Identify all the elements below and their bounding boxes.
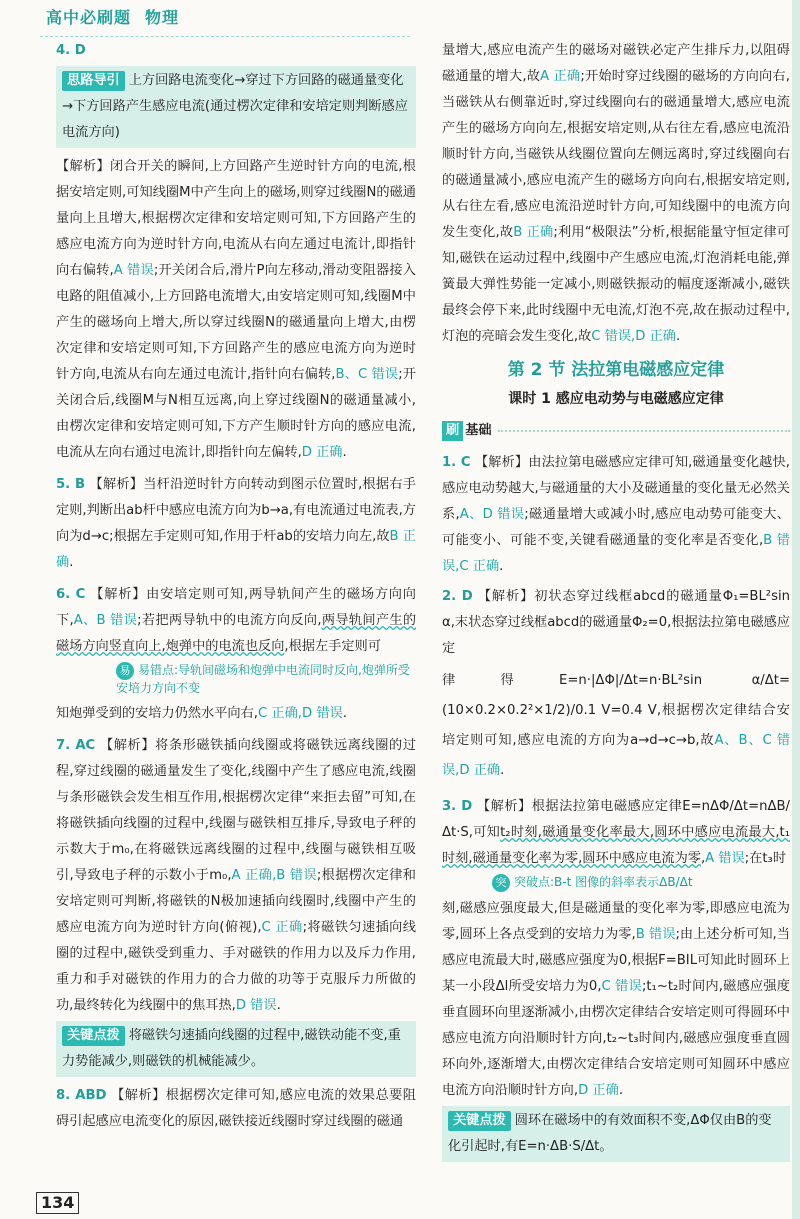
dotted-rule <box>498 430 790 432</box>
q4-text-2: ;开关闭合后,滑片P向左移动,滑动变阻器接入电路的阻值减小,上方回路电流增大,由安培定则可知,线圈M中产生的磁场向上增大,所以穿过线圈N的磁通量向上增大,由楞次定律和安培定则可知,下方回路产生的感应电流方向为逆时针方向,电流从右向左通过电流计,指针向右偏转, <box>56 263 416 382</box>
r2-formula-line: 律得E=n·|ΔΦ|/Δt=n·BL²sin α/Δt=(10×0.2×0.2²×1/2)/0.1 V=0.4 V,根据楞次定律结合安培定则可知,感应电流的方向为a→d→c→b,故A、B、C 错误,D 正确. <box>442 673 791 778</box>
right-column <box>442 38 790 1168</box>
r3-number: 3. D <box>442 799 473 814</box>
basics-label: 基础 <box>465 423 492 438</box>
q4-number: 4. D <box>56 43 86 58</box>
q6-tip-label: 易错点: <box>138 663 179 677</box>
r3-explanation <box>442 794 790 872</box>
q8-explanation-cont: 量增大,感应电流产生的磁场对磁铁必定产生排斥力,以阻碍磁通量的增大,故A 正确;开始时穿过线圈的磁场的方向向右,当磁铁从右侧靠近时,穿过线圈向右的磁通量增大,感应电流产生的磁场方向向左,根据安培定则,从右往左看,感应电流沿顺时针方向,当磁铁从线圈位置向左侧远离时,穿过线圈向右的磁通量减小,感应电流产生的磁场方向向右,根据安培定则,从右往左看,感应电流沿逆时针方向,可知线圈中的电流方向发生变化,故B 正确;利用“极限法”分析,根据能量守恒定律可知,磁铁在运动过程中,线圈中产生感应电流,灯泡消耗电能,弹簧最大弹性势能一定减小,则磁铁振动的幅度逐渐减小,磁铁最终会停下来,此时线圈中无电流,灯泡不亮,故在振动过程中,灯泡的亮暗会发生变化,故C 错误,D 正确. <box>442 43 790 344</box>
q7-result-2: C 正确 <box>261 920 303 935</box>
r3-result-2: B 错误 <box>635 927 676 942</box>
r3-key-box <box>442 1106 790 1162</box>
breakthrough-icon: 突 <box>492 874 510 892</box>
key-tag: 关键点拨 <box>62 1026 125 1046</box>
r1-result-1: A、D 错误 <box>459 507 525 522</box>
q7-result-3: D 错误 <box>235 998 277 1013</box>
r1-number: 1. C <box>442 455 471 470</box>
q6-text-4: 知炮弹受到的安培力仍然水平向右, <box>56 706 259 721</box>
q6-result-1: A、B 错误 <box>73 613 138 628</box>
r2-explanation <box>442 584 790 662</box>
q5-number: 5. B <box>56 477 86 492</box>
q6-explanation-cont: 知炮弹受到的安培力仍然水平向右,C 正确,D 错误. <box>56 706 347 721</box>
q8-text-2: 量增大,感应电流产生的磁场对磁铁必定产生排斥力,以阻碍磁通量的增大,故 <box>442 43 790 84</box>
q6-text-1: 【解析】由安培定则可知,两导轨间产生的磁场方向向下, <box>56 587 416 628</box>
q7-number: 7. AC <box>56 738 96 753</box>
r3-tip-label: 突破点: <box>514 875 555 889</box>
q7-explanation: 7. AC 【解析】将条形磁铁插向线圈或将磁铁远离线圈的过程,穿过线圈的磁通量发生了变化,线圈中产生了感应电流,线圈与条形磁铁会发生相互作用,根据楞次定律“来拒去留”可知,在将磁铁插向线圈的过程中,线圈与磁铁相互排斥,导致电子秤的示数大于m₀,在将磁铁远离线圈的过程中,线圈与磁铁相互吸引,导致电子秤的示数小于m₀,A 正确,B 错误;根据楞次定律和安培定则可判断,将磁铁的N极加速插向线圈时,线圈中产生的感应电流方向为逆时针方向(俯视),C 正确;将磁铁匀速插向线圈的过程中,磁铁受到重力、手对磁铁的作用力以及斥力作用,重力和手对磁铁的作用力的合力做的功等于克服斥力所做的功,最终转化为线圈中的焦耳热,D 错误. <box>56 738 417 1013</box>
q4-guide-box <box>56 66 416 148</box>
r2-result: A、B、C 错误,D 正确 <box>442 733 791 778</box>
left-column <box>56 38 416 1135</box>
r3-tip-text: B-t 图像的斜率表示ΔB/Δt <box>554 875 693 889</box>
section-title: 第 2 节 法拉第电磁感应定律 <box>507 360 725 380</box>
q7-key-box <box>56 1021 416 1077</box>
q8-text: 【解析】根据楞次定律可知,感应电流的效果总要阻碍引起感应电流变化的原因,磁铁接近线圈时穿过线圈的磁通 <box>56 1088 416 1129</box>
r3-tip <box>442 874 790 892</box>
lesson-title: 课时 1 感应电动势与电磁感应定律 <box>508 391 724 407</box>
r3-highlight: t₂时刻,磁通量变化率最大,圆环中感应电流最大,t₁时刻,磁通量变化率为零,圆环中感应电流为零 <box>442 825 790 866</box>
q8-explanation <box>56 1083 416 1135</box>
q5-result: B 正确 <box>56 529 416 570</box>
q4-result-1: A 错误 <box>113 263 154 278</box>
subject: 物理 <box>145 8 180 27</box>
q4-result-3: D 正确 <box>301 445 343 460</box>
key-tag-2: 关键点拨 <box>448 1111 511 1131</box>
header-rule <box>40 36 410 37</box>
r3-result-3: C 错误 <box>601 979 642 994</box>
r3-result-4: D 正确 <box>578 1083 619 1098</box>
r2-text-2: ,根据楞次定律结合安培定则可知,感应电流的方向为a→d→c→b,故 <box>442 703 790 748</box>
q8-result-2: B 正确 <box>513 225 554 240</box>
r3-result-1: A 错误 <box>705 851 745 866</box>
running-header <box>46 4 179 32</box>
q7-result-1: A 正确,B 错误 <box>231 868 317 883</box>
r1-text-2: ;磁通量增大或减小时,感应电动势可能变大、可能变小、可能不变,关键看磁通量的变化率是否变化, <box>442 507 790 548</box>
warning-icon: 易 <box>116 662 134 680</box>
q7-key-text: 将磁铁匀速插向线圈的过程中,磁铁动能不变,重力势能减少,则磁铁的机械能减少。 <box>62 1028 401 1069</box>
r3-text-1: 【解析】根据法拉第电磁感应定律E=nΔΦ/Δt=nΔB/Δt·S,可知 <box>442 799 790 840</box>
r2-formula: 律得E=n·|ΔΦ|/Δt=n·BL²sin α/Δt=(10×0.2×0.2²×1/2)/0.1 V=0.4 V <box>442 673 790 718</box>
q4-text-1: 【解析】闭合开关的瞬间,上方回路产生逆时针方向的电流,根据安培定则,可知线圈M中产生向上的磁场,则穿过线圈N的磁通量向上且增大,根据楞次定律和安培定则可知,下方回路产生的感应电流方向为逆时针方向,电流从右向左通过电流计,即指针向右偏转, <box>56 159 416 278</box>
q6-result-2: C 正确,D 错误 <box>258 706 343 721</box>
r3-text-3: ;在t₃时 <box>744 851 787 866</box>
q8-result-1: A 正确 <box>540 69 581 84</box>
q5-text: 【解析】当杆沿逆时针方向转动到图示位置时,根据右手定则,判断出ab杆中感应电流方向为b→a,有电流通过电流表,方向为d→c;根据左手定则可知,作用于杆ab的安培力向左,故 <box>56 477 416 544</box>
r1-explanation: 1. C 【解析】由法拉第电磁感应定律可知,磁通量变化越快,感应电动势越大,与磁通量的大小及磁通量的变化量无必然关系,A、D 错误;磁通量增大或减小时,感应电动势可能变大、可能变小、可能不变,关键看磁通量的变化率是否变化,B 错误,C 正确. <box>442 455 790 574</box>
q6-text-2: ;若把两导轨中的电流方向反向, <box>137 613 322 628</box>
guide-tag: 思路导引 <box>62 71 125 91</box>
q5-explanation: 5. B 【解析】当杆沿逆时针方向转动到图示位置时,根据右手定则,判断出ab杆中感应电流方向为b→a,有电流通过电流表,方向为d→c;根据左手定则可知,作用于杆ab的安培力向左,故B 正确. <box>56 477 416 570</box>
q7-text-2: ;根据楞次定律和安培定则可判断,将磁铁的N极加速插向线圈时,线圈中产生的感应电流方向为逆时针方向(俯视), <box>56 868 416 935</box>
q6-highlight: 两导轨间产生的磁场方向竖直向上,炮弹中的电流也反向 <box>56 613 417 654</box>
r2-text-1: 【解析】初状态穿过线框abcd的磁通量Φ₁=BL²sin α,末状态穿过线框abcd的磁通量Φ₂=0,根据法拉第电磁感应定 <box>442 589 791 656</box>
r3-text-5: ;由上述分析可知,当感应电流最大时,磁感应强度为0,根据F=BIL可知此时圆环上某一小段Δl所受安培力为0, <box>442 927 790 994</box>
r3-key-text: 圆环在磁场中的有效面积不变,ΔΦ仅由B的变化引起时,有E=n·ΔB·S/Δt。 <box>448 1113 772 1154</box>
basics-banner <box>442 418 790 444</box>
r2-number: 2. D <box>442 589 473 604</box>
q6-text-3: ,根据左手定则可 <box>284 639 381 654</box>
page-number: 134 <box>36 1192 79 1214</box>
q4-result-2: B、C 错误 <box>335 367 399 382</box>
q7-text-1: 【解析】将条形磁铁插向线圈或将磁铁远离线圈的过程,穿过线圈的磁通量发生了变化,线圈中产生了感应电流,线圈与条形磁铁会发生相互作用,根据楞次定律“来拒去留”可知,在将磁铁插向线圈的过程中,线圈与磁铁相互排斥,导致电子秤的示数大于m₀,在将磁铁远离线圈的过程中,线圈与磁铁相互吸引,导致电子秤的示数小于m₀, <box>56 738 417 883</box>
q4-explanation: 【解析】闭合开关的瞬间,上方回路产生逆时针方向的电流,根据安培定则,可知线圈M中产生向上的磁场,则穿过线圈N的磁通量向上且增大,根据楞次定律和安培定则可知,下方回路产生的感应电流方向为逆时针方向,电流从右向左通过电流计,即指针向右偏转,A 错误;开关闭合后,滑片P向左移动,滑动变阻器接入电路的阻值减小,上方回路电流增大,由安培定则可知,线圈M中产生的磁场向上增大,所以穿过线圈N的磁通量向上增大,由楞次定律和安培定则可知,下方回路产生的感应电流方向为逆时针方向,电流从右向左通过电流计,指针向右偏转,B、C 错误;开关闭合后,线圈M与N相互远离,向上穿过线圈N的磁通量减小,由楞次定律和安培定则可知,下方产生顺时针方向的感应电流,电流从左向右通过电流计,即指针向左偏转,D 正确. <box>56 159 416 460</box>
r1-text-1: 【解析】由法拉第电磁感应定律可知,磁通量变化越快,感应电动势越大,与磁通量的大小及磁通量的变化量无必然关系, <box>442 455 790 522</box>
page-edge <box>792 0 800 1219</box>
q6-number: 6. C <box>56 587 86 602</box>
q8-result-3: C 错误,D 正确 <box>591 329 676 344</box>
r3-text-6: ;t₁~t₂时间内,磁感应强度垂直圆环向里逐渐减小,由楞次定律结合安培定则可得圆环中感应电流方向沿顺时针方向,t₂~t₃时间内,磁感应强度垂直圆环向外,逐渐增大,由楞次定律结合安培定则可知圆环中感应电流方向沿顺时针方向, <box>442 979 790 1098</box>
q6-explanation <box>56 582 416 660</box>
q8-text-3: ;开始时穿过线圈的磁场的方向向右,当磁铁从右侧靠近时,穿过线圈向右的磁通量增大,感应电流产生的磁场方向向左,根据安培定则,从右往左看,感应电流沿顺时针方向,当磁铁从线圈位置向左侧远离时,穿过线圈向右的磁通量减小,感应电流产生的磁场方向向右,根据安培定则,从右往左看,感应电流沿逆时针方向,可知线圈中的电流方向发生变化,故 <box>442 69 790 240</box>
book-title: 高中必刷题 <box>46 8 132 27</box>
r3-text-2: , <box>700 851 706 866</box>
r3-text-4: 刻,磁感应强度最大,但是磁通量的变化率为零,即感应电流为零,圆环上各点受到的安培力为零, <box>442 901 790 942</box>
r1-result-2: B 错误,C 正确 <box>442 533 790 574</box>
basics-tag: 刷 <box>442 421 463 441</box>
r3-explanation-cont: 刻,磁感应强度最大,但是磁通量的变化率为零,即感应电流为零,圆环上各点受到的安培力为零,B 错误;由上述分析可知,当感应电流最大时,磁感应强度为0,根据F=BIL可知此时圆环上某一小段Δl所受安培力为0,C 错误;t₁~t₂时间内,磁感应强度垂直圆环向里逐渐减小,由楞次定律结合安培定则可得圆环中感应电流方向沿顺时针方向,t₂~t₃时间内,磁感应强度垂直圆环向外,逐渐增大,由楞次定律结合安培定则可知圆环中感应电流方向沿顺时针方向,D 正确. <box>442 901 790 1098</box>
q4-text-3: ;开关闭合后,线圈M与N相互远离,向上穿过线圈N的磁通量减小,由楞次定律和安培定则可知,下方产生顺时针方向的感应电流,电流从左向右通过电流计,即指针向左偏转, <box>56 367 416 460</box>
q6-tip <box>56 662 416 697</box>
q7-text-3: ;将磁铁匀速插向线圈的过程中,磁铁受到重力、手对磁铁的作用力以及斥力作用,重力和手对磁铁的作用力的合力做的功等于克服斥力所做的功,最终转化为线圈中的焦耳热, <box>56 920 416 1013</box>
q6-tip-text: 导轨间磁场和炮弹中电流同时反向,炮弹所受安培力方向不变 <box>116 663 410 695</box>
q8-number: 8. ABD <box>56 1088 107 1103</box>
q4-guide-text: 上方回路电流变化→穿过下方回路的磁通量变化→下方回路产生感应电流(通过楞次定律和安培定则判断感应电流方向) <box>62 73 408 140</box>
q8-text-4: ;利用“极限法”分析,根据能量守恒定律可知,磁铁在运动过程中,线圈中产生感应电流,灯泡消耗电能,弹簧最大弹性势能一定减小,则磁铁振动的幅度逐渐减小,磁铁最终会停下来,此时线圈中无电流,灯泡不亮,故在振动过程中,灯泡的亮暗会发生变化,故 <box>442 225 790 344</box>
